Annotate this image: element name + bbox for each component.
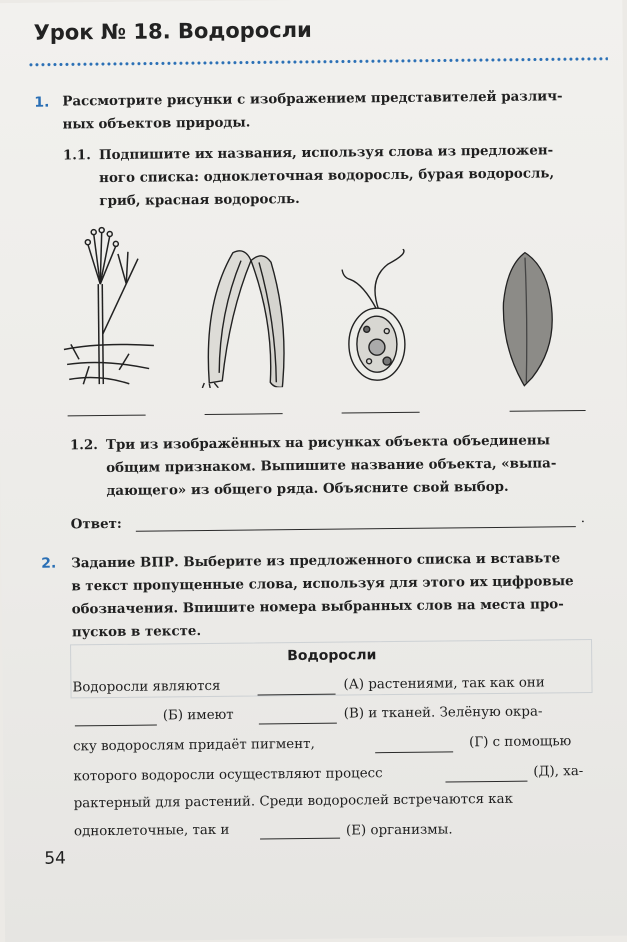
task1-line1: Рассмотрите рисунки с изображением представителей различ- [62,88,563,110]
task1-1-line2: ного списка: одноклеточная водоросль, бурая водоросль, [99,165,555,187]
gap-d[interactable] [445,780,527,783]
label-blank-2[interactable] [205,412,283,415]
red-algae-illustration [493,247,564,388]
gap-v[interactable] [259,722,337,725]
vpr-p1b: (А) растениями, так как они [343,675,545,693]
answer-label: Ответ: [70,515,122,533]
vpr-p4b: (Д), ха- [533,764,584,780]
vpr-p4a: которого водоросли осуществляют процесс [73,766,383,785]
task2-line3: обозначения. Впишите номера выбранных слов на места про- [71,596,564,618]
gap-e[interactable] [260,837,340,840]
task1-2-line1: Три из изображённых на рисунках объекта объединены [105,432,551,454]
task2-line2: в текст пропущенные слова, используя для этого их цифровые [71,573,574,595]
vpr-p3a: ску водорослям придаёт пигмент, [73,736,315,755]
task2-line1: Задание ВПР. Выберите из предложенного списка и вставьте [71,550,561,572]
lesson-title: Урок № 18. Водоросли [33,17,312,45]
fungus-mold-illustration [58,223,160,394]
title-dotted-divider [28,57,608,67]
unicellular-alga-illustration [338,249,419,390]
brown-algae-illustration [193,242,300,388]
task1-1-line1: Подпишите их названия, используя слова из предложен- [98,142,554,164]
vpr-p1a: Водоросли являются [72,678,221,696]
page-number: 54 [44,848,67,869]
task1-1-line3: гриб, красная водоросль. [99,190,300,210]
task1-2-text [106,429,597,503]
answer-end-dot: . [580,511,586,527]
answer-blank[interactable] [136,525,576,532]
vpr-p2b: (В) и тканей. Зелёную окра- [343,704,543,722]
task1-2-line2: общим признаком. Выпишите название объекта, «выпа- [106,455,557,477]
gap-g[interactable] [375,750,453,753]
vpr-p6a: одноклеточные, так и [73,822,230,840]
task1-1-text [99,139,590,213]
vpr-text-title: Водоросли [287,647,377,665]
vpr-p2a: (Б) имеют [162,707,234,724]
label-blank-3[interactable] [342,411,420,414]
vpr-p6b: (Е) организмы. [345,822,453,839]
task2-line4: пусков в тексте. [71,623,202,641]
task1-1-number: 1.1. [62,147,91,164]
label-blank-4[interactable] [510,409,586,412]
vpr-p3b: (Г) с помощью [468,734,572,751]
task2-text [71,547,602,645]
task1-number: 1. [34,94,50,111]
task1-text [62,85,582,136]
vpr-p5: рактерный для растений. Среди водорослей встречаются как [73,791,514,812]
task2-number: 2. [41,555,57,572]
task1-2-line3: дающего» из общего ряда. Объясните свой выбор. [106,478,509,500]
task1-2-number: 1.2. [69,437,98,454]
task1-line2: ных объектов природы. [62,114,251,133]
gap-b[interactable] [75,724,157,727]
label-blank-1[interactable] [68,414,146,417]
